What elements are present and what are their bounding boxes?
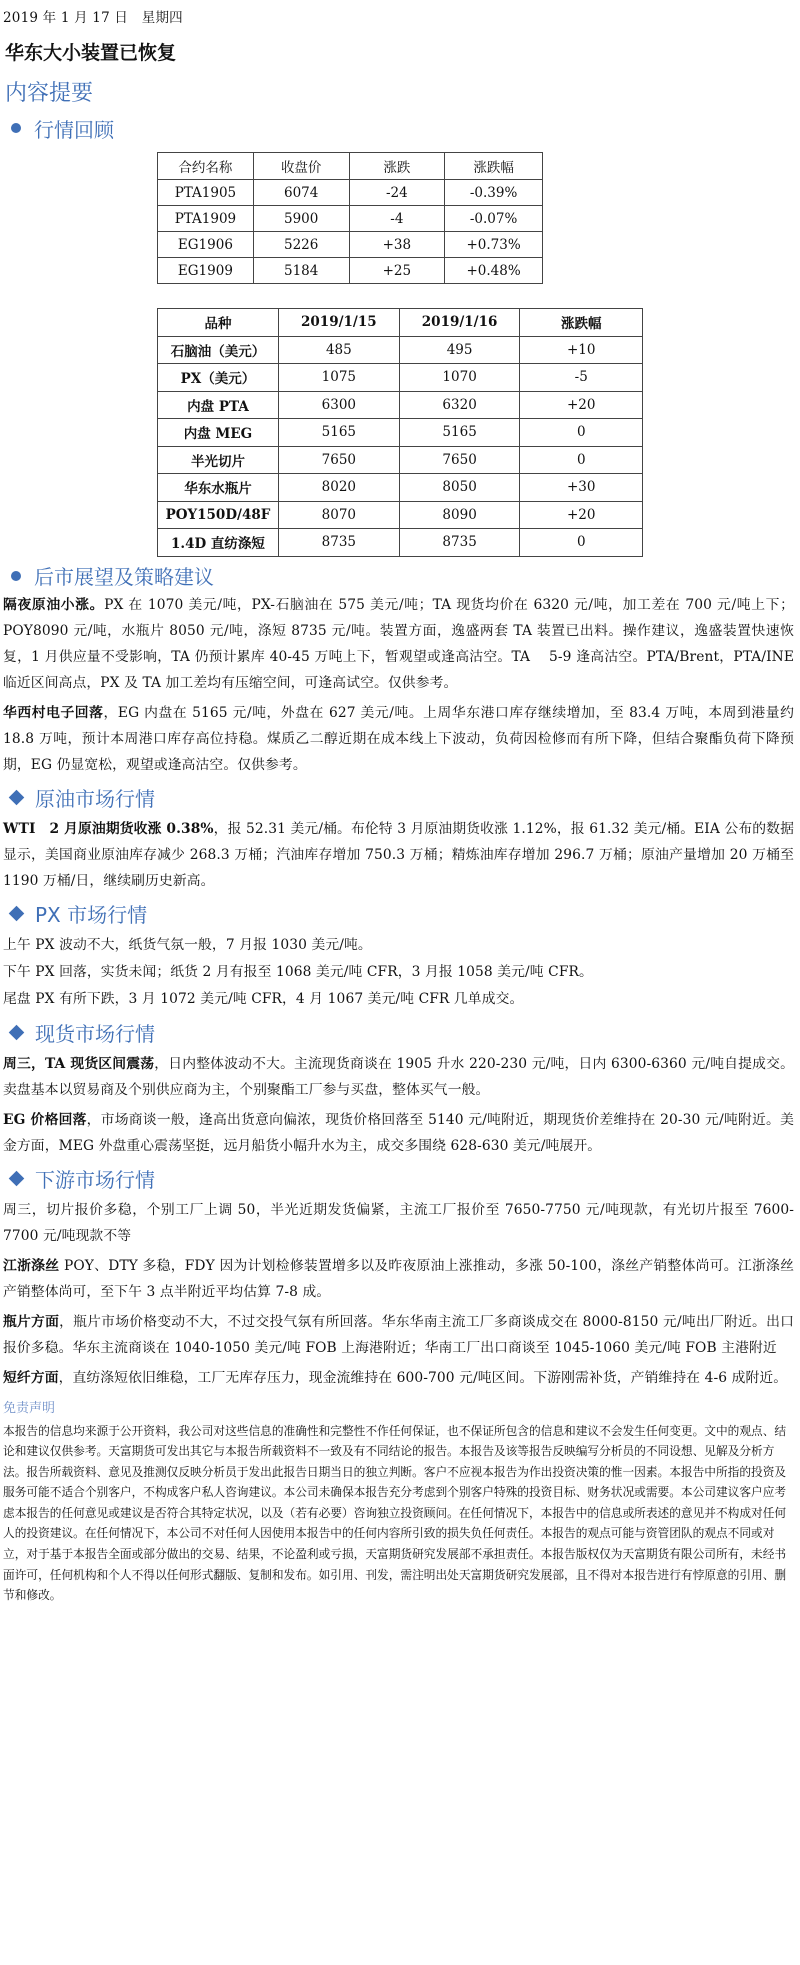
- table-header-cell: 合约名称: [158, 153, 254, 180]
- table-cell: 495: [399, 336, 520, 364]
- table-cell: EG1906: [158, 232, 254, 258]
- table-cell: +0.73%: [445, 232, 543, 258]
- paragraph-body: ，日内整体波动不大。主流现货商谈在 1905 升水 220-230 元/吨，日内 6300-6360 元/吨自提成交。卖盘基本以贸易商及个别供应商为主，个别聚酯工厂参与买盘，整体买气一般。: [3, 1055, 794, 1098]
- section-heading-review: [1, 110, 800, 146]
- table-cell: -4: [349, 206, 445, 232]
- table-cell: 0: [520, 446, 643, 474]
- table-row: [158, 446, 643, 474]
- table-cell: 7650: [399, 446, 520, 474]
- table-cell: 8070: [278, 501, 399, 529]
- bullet-dot-icon: [11, 123, 21, 133]
- downstream-paragraph-staple: [1, 1365, 800, 1391]
- table-cell: 7650: [278, 446, 399, 474]
- table-cell: 8050: [399, 474, 520, 502]
- table-cell: 内盘 MEG: [158, 419, 279, 447]
- paragraph-lead: 瓶片方面: [3, 1313, 60, 1330]
- table-cell: +20: [520, 391, 643, 419]
- table-row: [158, 232, 543, 258]
- section-title: 原油市场行情: [35, 787, 155, 811]
- paragraph-lead: 华西村电子回落: [3, 704, 104, 721]
- section-heading-crude: [1, 780, 800, 816]
- table-cell: POY150D/48F: [158, 501, 279, 529]
- futures-price-table: [157, 152, 543, 284]
- table-header-cell: 涨跌幅: [445, 153, 543, 180]
- table-header-cell: 涨跌: [349, 153, 445, 180]
- section-title: 下游市场行情: [35, 1168, 155, 1192]
- table-cell: 1075: [278, 364, 399, 392]
- table-header-row: [158, 153, 543, 180]
- table-cell: 0: [520, 419, 643, 447]
- table-header-cell: 收盘价: [253, 153, 349, 180]
- table-header-row: [158, 309, 643, 337]
- table-cell: EG1909: [158, 258, 254, 284]
- px-line: 尾盘 PX 有所下跌，3 月 1072 美元/吨 CFR，4 月 1067 美元/吨 CFR 几单成交。: [3, 990, 524, 1007]
- table-cell: PX（美元）: [158, 364, 279, 392]
- section-heading-downstream: [1, 1161, 800, 1197]
- table-cell: PTA1909: [158, 206, 254, 232]
- paragraph-body: PX 在 1070 美元/吨，PX-石脑油在 575 美元/吨；TA 现货均价在 6320 元/吨，加工差在 700 元/吨上下；POY8090 元/吨，水瓶片 8050 元/吨，涤短 8735 元/吨。装置方面，逸盛两套 TA 装置已出料。操作建议，逸盛装置快速恢复，1 月供应量不受影响，TA 仍预计累库 40-45 万吨上下，暂观望或逢高沽空。TA 5-9 逢高沽空。PTA/Brent，PTA/INE 临近区间高点，PX 及 TA 加工差均有压缩空间，可逢高试空。仅供参考。: [3, 596, 794, 691]
- table-cell: -0.39%: [445, 180, 543, 206]
- table-cell: 5165: [399, 419, 520, 447]
- paragraph-lead: WTI 2 月原油期货收涨 0.38%: [3, 820, 214, 837]
- paragraph-lead: 短纤方面: [3, 1369, 59, 1386]
- table-row: [158, 501, 643, 529]
- table-cell: 6300: [278, 391, 399, 419]
- paragraph-lead: EG 价格回落: [3, 1111, 87, 1128]
- table-cell: 8735: [399, 529, 520, 557]
- outlook-paragraph-pta: [1, 592, 800, 696]
- paragraph-body: ，直纺涤短依旧维稳，工厂无库存压力，现金流维持在 600-700 元/吨区间。下游刚需补货，产销维持在 4-6 成附近。: [58, 1369, 788, 1386]
- table-cell: 5226: [253, 232, 349, 258]
- table-cell: 华东水瓶片: [158, 474, 279, 502]
- table-cell: +38: [349, 232, 445, 258]
- bullet-dot-icon: [11, 571, 21, 581]
- table-cell: 0: [520, 529, 643, 557]
- paragraph-body: ，瓶片市场价格变动不大，不过交投气氛有所回落。华东华南主流工厂多商谈成交在 8000-8150 元/吨出厂附近。出口报价多稳。华东主流商谈在 1040-1050 美元/吨 FOB 上海港附近；华南工厂出口商谈至 1045-1060 美元/吨 FOB 主港附近: [3, 1313, 794, 1356]
- table-cell: 内盘 PTA: [158, 391, 279, 419]
- table-cell: 8735: [278, 529, 399, 557]
- bullet-diamond-icon: [9, 906, 25, 922]
- table-cell: 5184: [253, 258, 349, 284]
- paragraph-lead: 江浙涤丝: [3, 1257, 60, 1274]
- table-cell: 6320: [399, 391, 520, 419]
- table-cell: -24: [349, 180, 445, 206]
- table-row: [158, 206, 543, 232]
- table-cell: 5165: [278, 419, 399, 447]
- disclaimer-title: 免责声明: [3, 1400, 56, 1416]
- report-headline: 华东大小装置已恢复: [5, 42, 177, 64]
- paragraph-body: ，EG 内盘在 5165 元/吨，外盘在 627 美元/吨。上周华东港口库存继续增加，至 83.4 万吨，本周到港量约 18.8 万吨，预计本周港口库存高位持稳。煤质乙二醇近期在成本线上下波动，负荷因检修而有所下降，但结合聚酯负荷下降预期，EG 仍显宽松，观望或逢高沽空。仅供参考。: [3, 704, 795, 773]
- spot-paragraph-pta: [1, 1051, 800, 1103]
- report-date: 2019 年 1 月 17 日 星期四: [3, 10, 183, 26]
- outlook-paragraph-eg: [1, 700, 800, 778]
- table-row: [158, 364, 643, 392]
- paragraph-lead: 隔夜原油小涨。: [3, 596, 105, 613]
- bullet-diamond-icon: [9, 1171, 25, 1187]
- table-cell: +20: [520, 501, 643, 529]
- bullet-diamond-icon: [9, 790, 25, 806]
- table-row: [158, 419, 643, 447]
- table-cell: 5900: [253, 206, 349, 232]
- section-heading-px: [1, 896, 800, 932]
- paragraph-body: ，市场商谈一般，逢高出货意向偏浓，现货价格回落至 5140 元/吨附近，期现货价差维持在 20-30 元/吨附近。美金方面，MEG 外盘重心震荡坚挺，远月船货小幅升水为主，成交多围绕 628-630 美元/吨展开。: [3, 1111, 794, 1154]
- table-cell: -0.07%: [445, 206, 543, 232]
- section-title: 行情回顾: [34, 117, 114, 142]
- table-cell: PTA1905: [158, 180, 254, 206]
- table-cell: +25: [349, 258, 445, 284]
- paragraph-body: ，报 52.31 美元/桶。布伦特 3 月原油期货收涨 1.12%，报 61.32 美元/桶。EIA 公布的数据显示，美国商业原油库存减少 268.3 万桶；汽油库存增加 750.3 万桶；精炼油库存增加 296.7 万桶；原油产量增加 20 万桶至 1190 万桶/日，继续刷历史新高。: [3, 820, 794, 889]
- table-row: [158, 180, 543, 206]
- table-header-cell: 2019/1/15: [278, 309, 399, 337]
- table-cell: -5: [520, 364, 643, 392]
- crude-paragraph: [1, 816, 800, 894]
- px-line: 下午 PX 回落，实货未闻；纸货 2 月有报至 1068 美元/吨 CFR，3 月报 1058 美元/吨 CFR。: [3, 963, 593, 980]
- paragraph-lead: 周三，TA 现货区间震荡: [3, 1055, 155, 1072]
- section-heading-spot: [1, 1015, 800, 1051]
- summary-title: 内容提要: [5, 81, 94, 106]
- table-cell: 485: [278, 336, 399, 364]
- section-title: PX 市场行情: [35, 903, 148, 927]
- table-row: [158, 336, 643, 364]
- bullet-diamond-icon: [9, 1025, 25, 1041]
- section-title: 后市展望及策略建议: [34, 565, 214, 589]
- downstream-paragraph-chips: 周三，切片报价多稳，个别工厂上调 50，半光近期发货偏紧，主流工厂报价至 7650-7750 元/吨现款，有光切片报至 7600-7700 元/吨现款不等: [3, 1201, 794, 1244]
- table-cell: +0.48%: [445, 258, 543, 284]
- section-title: 现货市场行情: [35, 1022, 155, 1046]
- table-cell: 8090: [399, 501, 520, 529]
- downstream-paragraph-filament: [1, 1253, 800, 1305]
- table-header-cell: 2019/1/16: [399, 309, 520, 337]
- table-row: [158, 258, 543, 284]
- section-heading-outlook: [1, 560, 800, 592]
- table-cell: 1.4D 直纺涤短: [158, 529, 279, 557]
- downstream-paragraph-bottle: [1, 1309, 800, 1361]
- table-cell: 1070: [399, 364, 520, 392]
- spot-paragraph-eg: [1, 1107, 800, 1159]
- table-header-cell: 品种: [158, 309, 279, 337]
- spot-price-table: [157, 308, 643, 557]
- px-line: 上午 PX 波动不大，纸货气氛一般，7 月报 1030 美元/吨。: [3, 936, 372, 953]
- table-cell: +30: [520, 474, 643, 502]
- disclaimer-text: 本报告的信息均来源于公开资料，我公司对这些信息的准确性和完整性不作任何保证，也不保证所包含的信息和建议不会发生任何变更。文中的观点、结论和建议仅供参考。天富期货可发出其它与本报告所载资料不一致及有不同结论的报告。本报告及该等报告反映编写分析员的不同设想、见解及分析方法。报告所载资料、意见及推测仅反映分析员于发出此报告日期当日的独立判断。客户不应视本报告为作出投资决策的惟一因素。本报告中所指的投资及服务可能不适合个别客户，不构成客户私人咨询建议。本公司未确保本报告充分考虑到个别客户特殊的投资目标、财务状况或需要。本公司建议客户应考虑本报告的任何意见或建议是否符合其特定状况，以及（若有必要）咨询独立投资顾问。在任何情况下，本报告中的信息或所表述的意见并不构成对任何人的投资建议。在任何情况下，本公司不对任何人因使用本报告中的任何内容所引致的损失负任何责任。本报告的观点可能与资管团队的观点不同或对立，对于基于本报告全面或部分做出的交易、结果，不论盈利或亏损，天富期货研究发展部不承担责任。本报告版权仅为天富期货有限公司所有，未经书面许可，任何机构和个人不得以任何形式翻版、复制和发布。如引用、刊发，需注明出处天富期货研究发展部，且不得对本报告进行有悖原意的引用、删节和修改。: [3, 1423, 787, 1603]
- table-row: [158, 391, 643, 419]
- table-cell: 石脑油（美元）: [158, 336, 279, 364]
- paragraph-body: POY、DTY 多稳，FDY 因为计划检修装置增多以及昨夜原油上涨推动，多涨 50-100，涤丝产销整体尚可。江浙涤丝产销整体尚可，至下午 3 点半附近平均估算 7-8 成。: [3, 1257, 794, 1300]
- table-cell: 半光切片: [158, 446, 279, 474]
- table-header-cell: 涨跌幅: [520, 309, 643, 337]
- table-row: [158, 474, 643, 502]
- table-cell: 6074: [253, 180, 349, 206]
- table-cell: 8020: [278, 474, 399, 502]
- table-cell: +10: [520, 336, 643, 364]
- table-row: [158, 529, 643, 557]
